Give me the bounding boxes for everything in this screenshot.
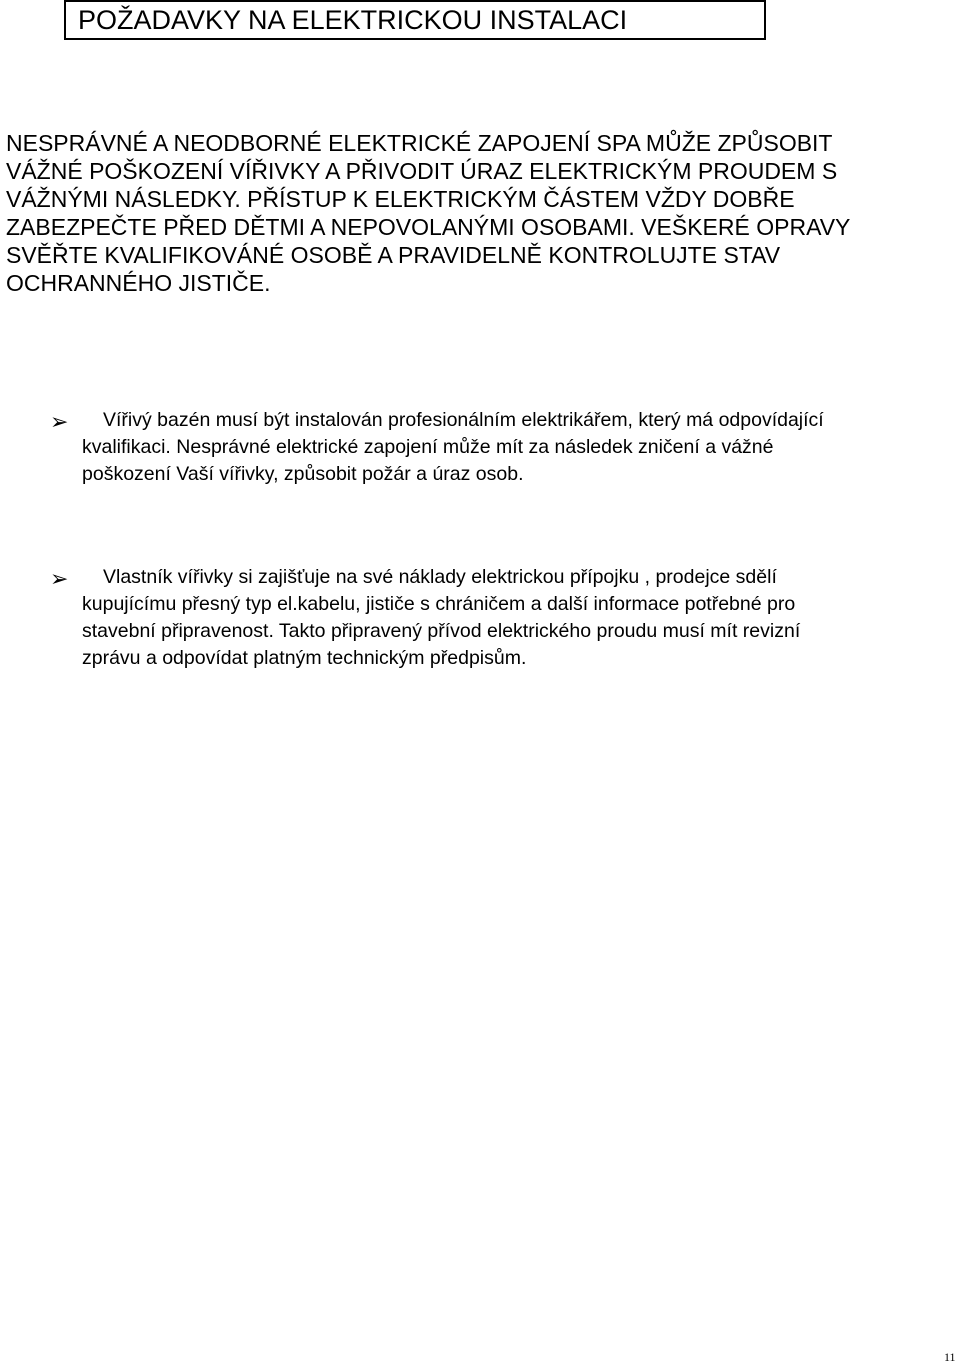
bullet-arrow-icon: ➢ <box>50 566 69 591</box>
bullet-line: stavební připravenost. Takto připravený přívod elektrického proudu musí mít revizní <box>82 620 801 642</box>
page-number: 11 <box>944 1350 956 1364</box>
bullet-item <box>82 407 952 488</box>
bullet-line: Vířivý bazén musí být instalován profesionálním elektrikářem, který má odpovídající <box>103 409 824 431</box>
bullet-line: kvalifikaci. Nesprávné elektrické zapojení může mít za následek zničení a vážné <box>82 436 774 458</box>
warning-line: NESPRÁVNÉ A NEODBORNÉ ELEKTRICKÉ ZAPOJENÍ SPA MŮŽE ZPŮSOBIT <box>6 130 833 156</box>
page-title: POŽADAVKY NA ELEKTRICKOU INSTALACI <box>78 5 628 35</box>
bullet-line: kupujícímu přesný typ el.kabelu, jističe s chráničem a další informace potřebné pro <box>82 593 796 615</box>
bullet-line: poškození Vaší vířivky, způsobit požár a úraz osob. <box>82 463 524 485</box>
warning-line: SVĚŘTE KVALIFIKOVÁNÉ OSOBĚ A PRAVIDELNĚ KONTROLUJTE STAV <box>6 242 781 268</box>
warning-paragraph <box>6 129 946 297</box>
bullet-arrow-icon: ➢ <box>50 409 69 434</box>
warning-line: VÁŽNÉ POŠKOZENÍ VÍŘIVKY A PŘIVODIT ÚRAZ ELEKTRICKÝM PROUDEM S <box>6 158 838 184</box>
warning-line: ZABEZPEČTE PŘED DĚTMI A NEPOVOLANÝMI OSOBAMI. VEŠKERÉ OPRAVY <box>6 214 851 240</box>
bullet-line: Vlastník vířivky si zajišťuje na své náklady elektrickou přípojku , prodejce sdělí <box>103 566 777 588</box>
bullet-line: zprávu a odpovídat platným technickým předpisům. <box>82 647 527 669</box>
warning-line: OCHRANNÉHO JISTIČE. <box>6 270 271 296</box>
bullet-item <box>82 564 952 672</box>
warning-line: VÁŽNÝMI NÁSLEDKY. PŘÍSTUP K ELEKTRICKÝM ČÁSTEM VŽDY DOBŘE <box>6 186 795 212</box>
